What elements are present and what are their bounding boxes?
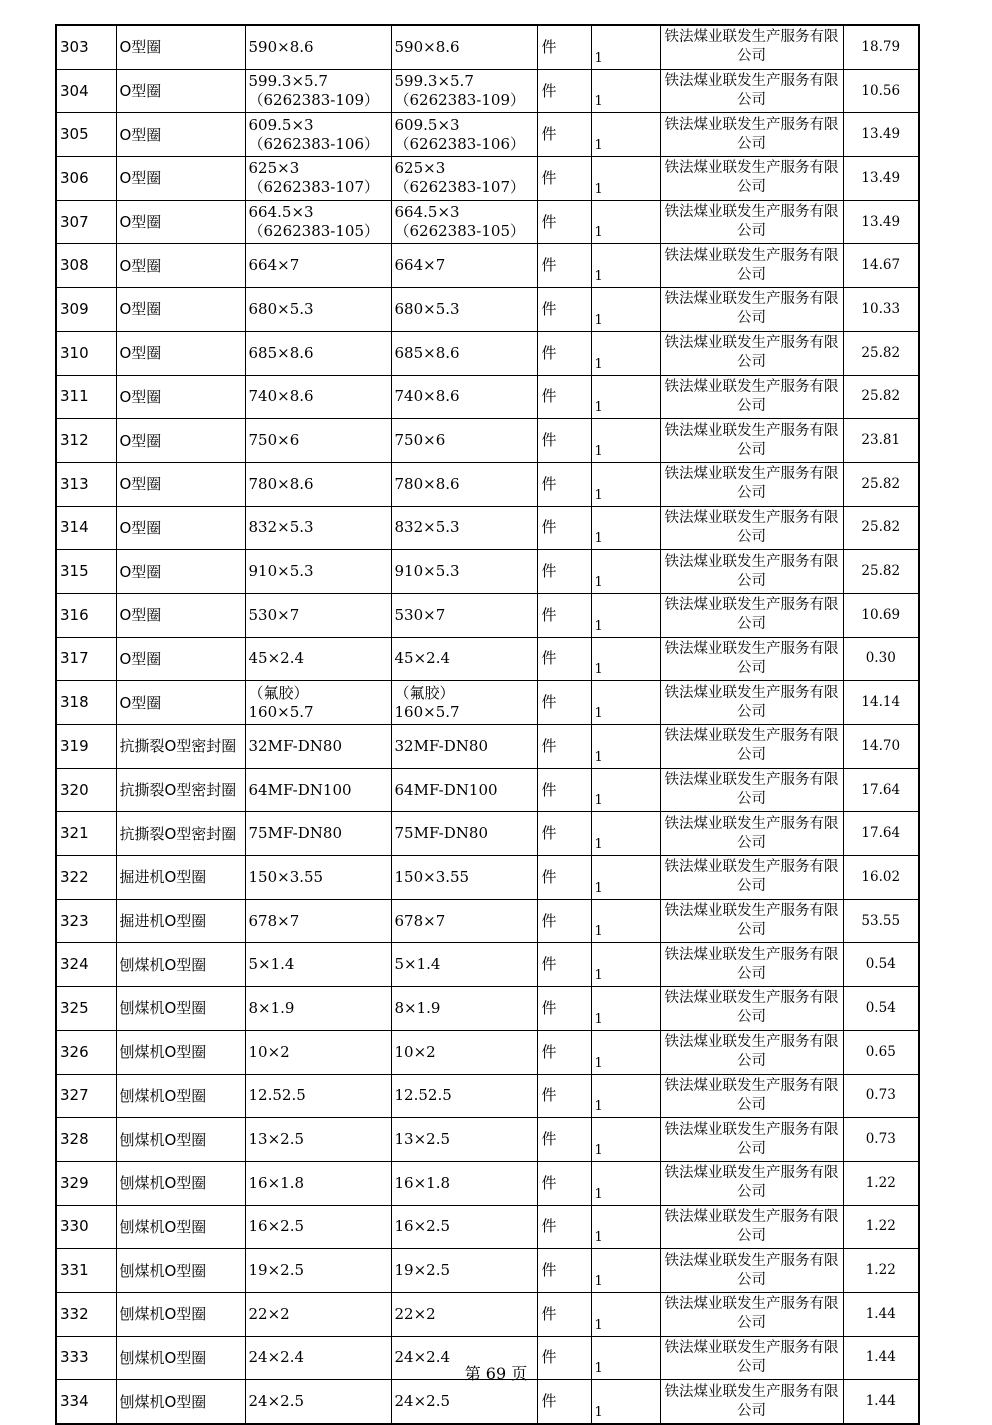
- item-price: 0.54: [843, 987, 919, 1031]
- table-row: [56, 462, 919, 506]
- item-supplier: 铁法煤业联发生产服务有限公司: [660, 899, 843, 943]
- item-unit: 件: [537, 1030, 591, 1074]
- item-price: 13.49: [843, 113, 919, 157]
- item-name: 刨煤机O型圈: [116, 987, 245, 1031]
- item-supplier: 铁法煤业联发生产服务有限公司: [660, 1030, 843, 1074]
- item-quantity: 1: [591, 943, 660, 987]
- item-number: 322: [56, 856, 116, 900]
- item-spec: 13×2.5: [245, 1118, 391, 1162]
- item-name: O型圈: [116, 113, 245, 157]
- table-row: [56, 1118, 919, 1162]
- item-unit: 件: [537, 856, 591, 900]
- table-row: [56, 375, 919, 419]
- table-row: [56, 25, 919, 69]
- item-unit: 件: [537, 1292, 591, 1336]
- item-unit: 件: [537, 943, 591, 987]
- item-model: 780×8.6: [391, 462, 537, 506]
- item-unit: 件: [537, 1161, 591, 1205]
- item-model: 5×1.4: [391, 943, 537, 987]
- item-spec: 678×7: [245, 899, 391, 943]
- item-model: 75MF-DN80: [391, 812, 537, 856]
- item-model: 19×2.5: [391, 1249, 537, 1293]
- item-number: 307: [56, 200, 116, 244]
- item-name: 刨煤机O型圈: [116, 1249, 245, 1293]
- item-spec: 530×7: [245, 593, 391, 637]
- item-supplier: 铁法煤业联发生产服务有限公司: [660, 244, 843, 288]
- item-name: 刨煤机O型圈: [116, 1118, 245, 1162]
- item-unit: 件: [537, 331, 591, 375]
- item-supplier: 铁法煤业联发生产服务有限公司: [660, 943, 843, 987]
- table-row: [56, 1249, 919, 1293]
- item-name: 掘进机O型圈: [116, 899, 245, 943]
- item-name: O型圈: [116, 331, 245, 375]
- item-spec: 24×2.5: [245, 1380, 391, 1424]
- item-spec: （氟胶） 160×5.7: [245, 681, 391, 725]
- item-quantity: 1: [591, 768, 660, 812]
- item-supplier: 铁法煤业联发生产服务有限公司: [660, 69, 843, 113]
- item-supplier: 铁法煤业联发生产服务有限公司: [660, 1161, 843, 1205]
- item-unit: 件: [537, 637, 591, 681]
- item-number: 311: [56, 375, 116, 419]
- item-unit: 件: [537, 681, 591, 725]
- item-price: 25.82: [843, 506, 919, 550]
- item-supplier: 铁法煤业联发生产服务有限公司: [660, 1380, 843, 1424]
- item-quantity: 1: [591, 812, 660, 856]
- item-supplier: 铁法煤业联发生产服务有限公司: [660, 331, 843, 375]
- item-unit: 件: [537, 200, 591, 244]
- item-price: 14.14: [843, 681, 919, 725]
- item-model: 664×7: [391, 244, 537, 288]
- item-supplier: 铁法煤业联发生产服务有限公司: [660, 812, 843, 856]
- item-unit: 件: [537, 69, 591, 113]
- item-name: 刨煤机O型圈: [116, 943, 245, 987]
- item-model: 45×2.4: [391, 637, 537, 681]
- item-supplier: 铁法煤业联发生产服务有限公司: [660, 1336, 843, 1380]
- item-model: 32MF-DN80: [391, 725, 537, 769]
- item-number: 320: [56, 768, 116, 812]
- item-spec: 5×1.4: [245, 943, 391, 987]
- item-spec: 664.5×3 （6262383-105）: [245, 200, 391, 244]
- table-row: [56, 1074, 919, 1118]
- item-name: O型圈: [116, 288, 245, 332]
- item-spec: 832×5.3: [245, 506, 391, 550]
- item-model: 24×2.5: [391, 1380, 537, 1424]
- item-unit: 件: [537, 1118, 591, 1162]
- item-model: 832×5.3: [391, 506, 537, 550]
- item-supplier: 铁法煤业联发生产服务有限公司: [660, 1205, 843, 1249]
- item-unit: 件: [537, 593, 591, 637]
- item-quantity: 1: [591, 506, 660, 550]
- item-spec: 599.3×5.7 （6262383-109）: [245, 69, 391, 113]
- item-spec: 150×3.55: [245, 856, 391, 900]
- item-unit: 件: [537, 462, 591, 506]
- item-model: 150×3.55: [391, 856, 537, 900]
- table-row: [56, 987, 919, 1031]
- item-number: 308: [56, 244, 116, 288]
- item-model: 10×2: [391, 1030, 537, 1074]
- item-number: 334: [56, 1380, 116, 1424]
- item-name: 抗撕裂O型密封圈: [116, 768, 245, 812]
- item-name: 刨煤机O型圈: [116, 1074, 245, 1118]
- table-row: [56, 113, 919, 157]
- item-price: 1.22: [843, 1205, 919, 1249]
- table-row: [56, 899, 919, 943]
- item-name: O型圈: [116, 550, 245, 594]
- item-supplier: 铁法煤业联发生产服务有限公司: [660, 856, 843, 900]
- item-model: 678×7: [391, 899, 537, 943]
- item-spec: 10×2: [245, 1030, 391, 1074]
- table-row: [56, 69, 919, 113]
- item-name: 刨煤机O型圈: [116, 1380, 245, 1424]
- item-supplier: 铁法煤业联发生产服务有限公司: [660, 725, 843, 769]
- item-quantity: 1: [591, 200, 660, 244]
- item-price: 1.22: [843, 1249, 919, 1293]
- item-name: O型圈: [116, 681, 245, 725]
- item-price: 25.82: [843, 550, 919, 594]
- item-model: 625×3 （6262383-107）: [391, 157, 537, 201]
- item-price: 0.30: [843, 637, 919, 681]
- item-unit: 件: [537, 1074, 591, 1118]
- item-price: 10.33: [843, 288, 919, 332]
- item-unit: 件: [537, 725, 591, 769]
- item-quantity: 1: [591, 25, 660, 69]
- table-row: [56, 1205, 919, 1249]
- item-number: 316: [56, 593, 116, 637]
- item-number: 332: [56, 1292, 116, 1336]
- item-supplier: 铁法煤业联发生产服务有限公司: [660, 593, 843, 637]
- table-row: [56, 419, 919, 463]
- item-supplier: 铁法煤业联发生产服务有限公司: [660, 681, 843, 725]
- item-quantity: 1: [591, 462, 660, 506]
- item-spec: 609.5×3 （6262383-106）: [245, 113, 391, 157]
- item-name: O型圈: [116, 593, 245, 637]
- table-row: [56, 288, 919, 332]
- item-number: 323: [56, 899, 116, 943]
- item-supplier: 铁法煤业联发生产服务有限公司: [660, 1118, 843, 1162]
- item-quantity: 1: [591, 1292, 660, 1336]
- item-model: 16×2.5: [391, 1205, 537, 1249]
- item-name: 抗撕裂O型密封圈: [116, 812, 245, 856]
- item-unit: 件: [537, 812, 591, 856]
- item-number: 309: [56, 288, 116, 332]
- item-model: 685×8.6: [391, 331, 537, 375]
- table-row: [56, 637, 919, 681]
- item-price: 25.82: [843, 462, 919, 506]
- item-quantity: 1: [591, 69, 660, 113]
- item-unit: 件: [537, 113, 591, 157]
- item-quantity: 1: [591, 157, 660, 201]
- item-number: 326: [56, 1030, 116, 1074]
- item-quantity: 1: [591, 899, 660, 943]
- item-spec: 12.52.5: [245, 1074, 391, 1118]
- item-name: 刨煤机O型圈: [116, 1292, 245, 1336]
- item-price: 10.56: [843, 69, 919, 113]
- item-unit: 件: [537, 288, 591, 332]
- item-spec: 32MF-DN80: [245, 725, 391, 769]
- table-row: [56, 331, 919, 375]
- item-quantity: 1: [591, 593, 660, 637]
- item-model: 8×1.9: [391, 987, 537, 1031]
- item-number: 330: [56, 1205, 116, 1249]
- table-row: [56, 157, 919, 201]
- item-quantity: 1: [591, 1205, 660, 1249]
- item-quantity: 1: [591, 1161, 660, 1205]
- item-model: 530×7: [391, 593, 537, 637]
- item-spec: 625×3 （6262383-107）: [245, 157, 391, 201]
- item-number: 304: [56, 69, 116, 113]
- item-price: 0.54: [843, 943, 919, 987]
- item-name: O型圈: [116, 506, 245, 550]
- table-row: [56, 856, 919, 900]
- item-price: 17.64: [843, 768, 919, 812]
- item-model: 24×2.4: [391, 1336, 537, 1380]
- item-model: 680×5.3: [391, 288, 537, 332]
- item-name: 刨煤机O型圈: [116, 1205, 245, 1249]
- item-supplier: 铁法煤业联发生产服务有限公司: [660, 1249, 843, 1293]
- table-row: [56, 1030, 919, 1074]
- item-price: 23.81: [843, 419, 919, 463]
- item-quantity: 1: [591, 637, 660, 681]
- item-spec: 8×1.9: [245, 987, 391, 1031]
- item-number: 328: [56, 1118, 116, 1162]
- item-quantity: 1: [591, 681, 660, 725]
- item-price: 0.73: [843, 1074, 919, 1118]
- item-price: 10.69: [843, 593, 919, 637]
- item-name: 掘进机O型圈: [116, 856, 245, 900]
- item-name: 刨煤机O型圈: [116, 1030, 245, 1074]
- item-number: 333: [56, 1336, 116, 1380]
- item-price: 25.82: [843, 375, 919, 419]
- item-price: 1.22: [843, 1161, 919, 1205]
- item-price: 16.02: [843, 856, 919, 900]
- page-number: 第 69 页: [464, 1364, 528, 1383]
- item-model: 740×8.6: [391, 375, 537, 419]
- item-supplier: 铁法煤业联发生产服务有限公司: [660, 25, 843, 69]
- item-spec: 685×8.6: [245, 331, 391, 375]
- item-model: 750×6: [391, 419, 537, 463]
- item-model: 16×1.8: [391, 1161, 537, 1205]
- item-spec: 22×2: [245, 1292, 391, 1336]
- item-supplier: 铁法煤业联发生产服务有限公司: [660, 768, 843, 812]
- table-row: [56, 593, 919, 637]
- item-unit: 件: [537, 244, 591, 288]
- item-model: 12.52.5: [391, 1074, 537, 1118]
- item-spec: 45×2.4: [245, 637, 391, 681]
- item-number: 306: [56, 157, 116, 201]
- item-price: 0.65: [843, 1030, 919, 1074]
- table-row: [56, 506, 919, 550]
- item-price: 1.44: [843, 1380, 919, 1424]
- item-supplier: 铁法煤业联发生产服务有限公司: [660, 987, 843, 1031]
- item-name: O型圈: [116, 69, 245, 113]
- item-quantity: 1: [591, 288, 660, 332]
- item-spec: 24×2.4: [245, 1336, 391, 1380]
- item-supplier: 铁法煤业联发生产服务有限公司: [660, 1074, 843, 1118]
- item-spec: 664×7: [245, 244, 391, 288]
- item-spec: 750×6: [245, 419, 391, 463]
- item-name: O型圈: [116, 157, 245, 201]
- item-supplier: 铁法煤业联发生产服务有限公司: [660, 113, 843, 157]
- item-model: 22×2: [391, 1292, 537, 1336]
- item-name: O型圈: [116, 244, 245, 288]
- item-price: 1.44: [843, 1336, 919, 1380]
- item-number: 313: [56, 462, 116, 506]
- item-price: 53.55: [843, 899, 919, 943]
- item-quantity: 1: [591, 1118, 660, 1162]
- item-price: 1.44: [843, 1292, 919, 1336]
- item-number: 310: [56, 331, 116, 375]
- item-spec: 75MF-DN80: [245, 812, 391, 856]
- item-unit: 件: [537, 419, 591, 463]
- table-row: [56, 1161, 919, 1205]
- item-supplier: 铁法煤业联发生产服务有限公司: [660, 462, 843, 506]
- item-number: 319: [56, 725, 116, 769]
- item-spec: 64MF-DN100: [245, 768, 391, 812]
- item-number: 329: [56, 1161, 116, 1205]
- item-quantity: 1: [591, 1380, 660, 1424]
- item-number: 325: [56, 987, 116, 1031]
- item-name: O型圈: [116, 462, 245, 506]
- item-quantity: 1: [591, 1030, 660, 1074]
- item-name: O型圈: [116, 637, 245, 681]
- table-row: [56, 1292, 919, 1336]
- item-quantity: 1: [591, 244, 660, 288]
- item-name: O型圈: [116, 419, 245, 463]
- item-unit: 件: [537, 987, 591, 1031]
- item-price: 0.73: [843, 1118, 919, 1162]
- table-row: [56, 200, 919, 244]
- item-quantity: 1: [591, 550, 660, 594]
- item-model: 13×2.5: [391, 1118, 537, 1162]
- item-model: 664.5×3 （6262383-105）: [391, 200, 537, 244]
- item-supplier: 铁法煤业联发生产服务有限公司: [660, 157, 843, 201]
- item-number: 315: [56, 550, 116, 594]
- item-number: 318: [56, 681, 116, 725]
- item-unit: 件: [537, 25, 591, 69]
- item-quantity: 1: [591, 1336, 660, 1380]
- table-body: [56, 25, 919, 1424]
- item-number: 331: [56, 1249, 116, 1293]
- item-number: 312: [56, 419, 116, 463]
- item-spec: 680×5.3: [245, 288, 391, 332]
- item-number: 324: [56, 943, 116, 987]
- item-name: O型圈: [116, 200, 245, 244]
- item-spec: 780×8.6: [245, 462, 391, 506]
- item-unit: 件: [537, 899, 591, 943]
- item-price: 17.64: [843, 812, 919, 856]
- table-row: [56, 725, 919, 769]
- table-row: [56, 244, 919, 288]
- table-row: [56, 768, 919, 812]
- item-unit: 件: [537, 1249, 591, 1293]
- item-unit: 件: [537, 1336, 591, 1380]
- item-quantity: 1: [591, 331, 660, 375]
- item-name: 抗撕裂O型密封圈: [116, 725, 245, 769]
- item-number: 303: [56, 25, 116, 69]
- item-model: 599.3×5.7 （6262383-109）: [391, 69, 537, 113]
- item-supplier: 铁法煤业联发生产服务有限公司: [660, 419, 843, 463]
- item-price: 14.70: [843, 725, 919, 769]
- item-price: 13.49: [843, 157, 919, 201]
- table-row: [56, 812, 919, 856]
- item-name: 刨煤机O型圈: [116, 1336, 245, 1380]
- table-row: [56, 550, 919, 594]
- item-unit: 件: [537, 157, 591, 201]
- item-quantity: 1: [591, 375, 660, 419]
- item-spec: 590×8.6: [245, 25, 391, 69]
- item-number: 317: [56, 637, 116, 681]
- item-quantity: 1: [591, 113, 660, 157]
- item-model: （氟胶） 160×5.7: [391, 681, 537, 725]
- item-supplier: 铁法煤业联发生产服务有限公司: [660, 1292, 843, 1336]
- item-model: 590×8.6: [391, 25, 537, 69]
- price-table: [55, 24, 920, 1425]
- item-supplier: 铁法煤业联发生产服务有限公司: [660, 375, 843, 419]
- item-quantity: 1: [591, 1074, 660, 1118]
- item-quantity: 1: [591, 987, 660, 1031]
- item-price: 25.82: [843, 331, 919, 375]
- item-spec: 19×2.5: [245, 1249, 391, 1293]
- item-spec: 16×2.5: [245, 1205, 391, 1249]
- item-quantity: 1: [591, 856, 660, 900]
- item-price: 14.67: [843, 244, 919, 288]
- table-row: [56, 681, 919, 725]
- item-unit: 件: [537, 550, 591, 594]
- item-model: 609.5×3 （6262383-106）: [391, 113, 537, 157]
- item-quantity: 1: [591, 419, 660, 463]
- item-unit: 件: [537, 375, 591, 419]
- item-supplier: 铁法煤业联发生产服务有限公司: [660, 506, 843, 550]
- item-number: 314: [56, 506, 116, 550]
- table-row: [56, 1380, 919, 1424]
- item-supplier: 铁法煤业联发生产服务有限公司: [660, 200, 843, 244]
- item-spec: 740×8.6: [245, 375, 391, 419]
- item-number: 321: [56, 812, 116, 856]
- item-unit: 件: [537, 768, 591, 812]
- item-unit: 件: [537, 1205, 591, 1249]
- item-number: 305: [56, 113, 116, 157]
- item-model: 910×5.3: [391, 550, 537, 594]
- item-name: O型圈: [116, 375, 245, 419]
- table-row: [56, 943, 919, 987]
- item-price: 13.49: [843, 200, 919, 244]
- item-name: O型圈: [116, 25, 245, 69]
- item-unit: 件: [537, 506, 591, 550]
- item-quantity: 1: [591, 1249, 660, 1293]
- item-supplier: 铁法煤业联发生产服务有限公司: [660, 288, 843, 332]
- item-price: 18.79: [843, 25, 919, 69]
- item-spec: 16×1.8: [245, 1161, 391, 1205]
- item-supplier: 铁法煤业联发生产服务有限公司: [660, 637, 843, 681]
- item-name: 刨煤机O型圈: [116, 1161, 245, 1205]
- item-model: 64MF-DN100: [391, 768, 537, 812]
- item-number: 327: [56, 1074, 116, 1118]
- item-spec: 910×5.3: [245, 550, 391, 594]
- item-supplier: 铁法煤业联发生产服务有限公司: [660, 550, 843, 594]
- item-quantity: 1: [591, 725, 660, 769]
- item-unit: 件: [537, 1380, 591, 1424]
